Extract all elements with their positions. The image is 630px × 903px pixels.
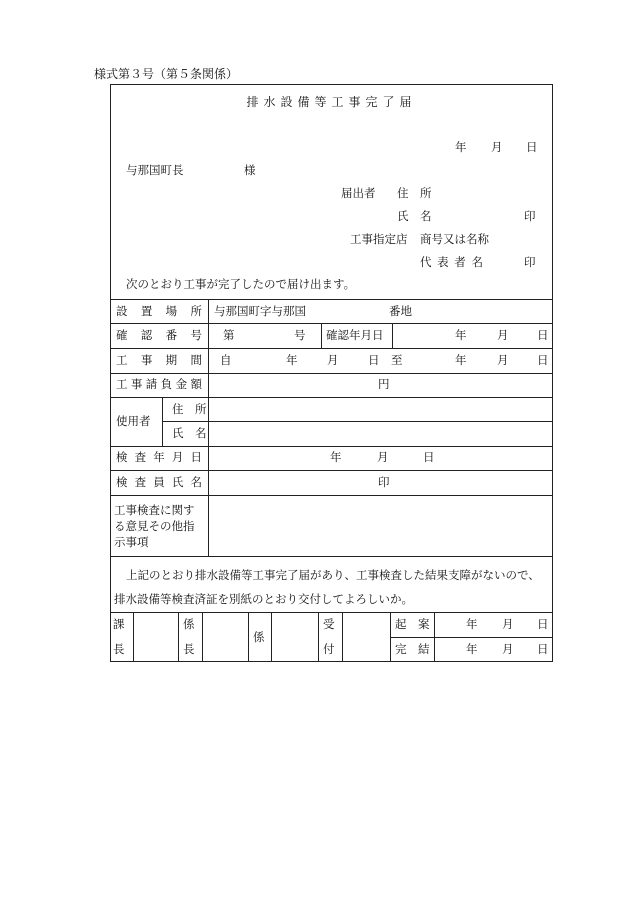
form-title: 排水設備等工事完了届 (246, 95, 417, 109)
divider (110, 495, 553, 496)
divider (390, 637, 553, 638)
inspection-month: 月 (377, 450, 389, 464)
stamp-ka-top: 課 (113, 617, 125, 631)
divider (133, 612, 134, 662)
label-char: 日 (190, 450, 202, 464)
divider (434, 612, 435, 662)
stamp-uketsuke-top: 受 (323, 617, 335, 631)
confirmation-label (116, 330, 202, 342)
kanketsu-year: 年 (466, 642, 478, 656)
applicant-label: 届出者 (341, 186, 376, 200)
applicant-name-label: 氏 名 (397, 209, 432, 223)
period-from-year: 年 (286, 353, 298, 367)
label-char: 請 (145, 377, 158, 391)
divider (318, 612, 319, 662)
label-char: 査 (134, 450, 147, 464)
honorific: 様 (244, 163, 256, 177)
label-char: 事 (130, 377, 143, 391)
confirmation-gou: 号 (294, 328, 306, 342)
approval-text-line1: 上記のとおり排水設備等工事完了届があり、工事検査した結果支障がないので、 (126, 568, 540, 582)
divider (110, 446, 553, 447)
label-char: 認 (140, 328, 153, 342)
period-from-day: 日 (368, 353, 380, 367)
label-column-divider (208, 299, 209, 556)
label-char: 場 (165, 304, 178, 318)
period-to: 至 (391, 353, 403, 367)
divider (110, 556, 553, 557)
divider (110, 470, 553, 471)
label-char: 負 (160, 377, 173, 391)
period-label (116, 355, 202, 367)
label-char: 置 (140, 304, 153, 318)
label-char: 検 (116, 475, 128, 489)
confirmation-date-label: 確認年月日 (326, 328, 384, 342)
divider (390, 612, 391, 662)
header-month: 月 (491, 140, 503, 154)
period-to-day: 日 (537, 353, 549, 367)
inspection-year: 年 (330, 450, 342, 464)
kian-label: 起 案 (395, 617, 430, 631)
stamp-kakaricho-bottom: 長 (183, 642, 195, 656)
label-char: 員 (153, 475, 165, 489)
confirmation-year: 年 (455, 328, 467, 342)
representative-label: 代 表 者 名 (420, 255, 484, 269)
user-address-label: 住 所 (172, 402, 207, 416)
label-char: 所 (190, 304, 202, 318)
divider (110, 348, 553, 349)
label-char: 査 (134, 475, 147, 489)
stamp-kakaricho-top: 係 (183, 617, 195, 631)
divider (110, 299, 553, 300)
label-char: 確 (116, 328, 128, 342)
divider (110, 373, 553, 374)
divider (321, 323, 322, 348)
label-char: 事 (140, 353, 153, 367)
contract-amount-unit: 円 (378, 377, 390, 391)
addressee: 与那国町長 (126, 163, 184, 177)
divider (110, 397, 553, 398)
kian-month: 月 (502, 617, 514, 631)
divider (392, 323, 393, 348)
confirmation-day: 日 (537, 328, 549, 342)
contractor-label: 工事指定店 (350, 232, 408, 246)
stamp-ka-bottom: 長 (113, 642, 125, 656)
header-year: 年 (455, 140, 467, 154)
kanketsu-label: 完 結 (395, 642, 430, 656)
inspection-date-label (116, 452, 202, 464)
stamp-kakari: 係 (253, 630, 265, 644)
period-from: 自 (220, 353, 232, 367)
divider (162, 421, 553, 422)
label-char: 工 (116, 377, 128, 391)
divider (110, 612, 553, 613)
label-char: 額 (190, 377, 202, 391)
label-char: 設 (116, 304, 128, 318)
kanketsu-day: 日 (537, 642, 549, 656)
label-char: 金 (175, 377, 188, 391)
location-prefix: 与那国町字与那国 (214, 304, 306, 318)
divider (342, 612, 343, 662)
divider (271, 612, 272, 662)
confirmation-dai: 第 (223, 328, 235, 342)
user-label: 使用者 (116, 414, 151, 428)
divider (202, 612, 203, 662)
label-char: 期 (165, 353, 178, 367)
label-char: 名 (190, 475, 202, 489)
label-char: 年 (153, 450, 165, 464)
label-char: 月 (171, 450, 184, 464)
user-name-label: 氏 名 (172, 426, 207, 440)
divider (178, 612, 179, 662)
label-char: 号 (190, 328, 202, 342)
applicant-seal: 印 (524, 209, 536, 223)
representative-seal: 印 (524, 255, 536, 269)
label-char: 検 (116, 450, 128, 464)
inspection-day: 日 (423, 450, 435, 464)
trade-name-label: 商号又は名称 (420, 232, 489, 246)
label-char: 間 (190, 353, 202, 367)
stamp-uketsuke-bottom: 付 (323, 642, 335, 656)
inspector-seal: 印 (378, 475, 390, 489)
divider (248, 612, 249, 662)
divider (110, 323, 553, 324)
opinion-label: 工事検査に関する意見その他指示事項 (114, 503, 195, 549)
inspector-label (116, 477, 202, 489)
period-to-year: 年 (455, 353, 467, 367)
kian-year: 年 (466, 617, 478, 631)
approval-text-line2: 排水設備等検査済証を別紙のとおり交付してよろしいか。 (114, 592, 413, 606)
label-char: 番 (165, 328, 178, 342)
applicant-address-label: 住 所 (397, 186, 432, 200)
header-day: 日 (526, 140, 538, 154)
divider (162, 397, 163, 446)
statement-text: 次のとおり工事が完了したので届け出ます。 (126, 277, 356, 291)
period-from-month: 月 (327, 353, 339, 367)
contract-amount-label (116, 379, 202, 391)
form-number: 様式第３号（第５条関係） (94, 67, 239, 81)
period-to-month: 月 (497, 353, 509, 367)
kanketsu-month: 月 (502, 642, 514, 656)
location-label (116, 306, 202, 318)
label-char: 氏 (171, 475, 184, 489)
location-suffix: 番地 (389, 304, 412, 318)
confirmation-month: 月 (497, 328, 509, 342)
kian-day: 日 (537, 617, 549, 631)
label-char: 工 (116, 353, 128, 367)
